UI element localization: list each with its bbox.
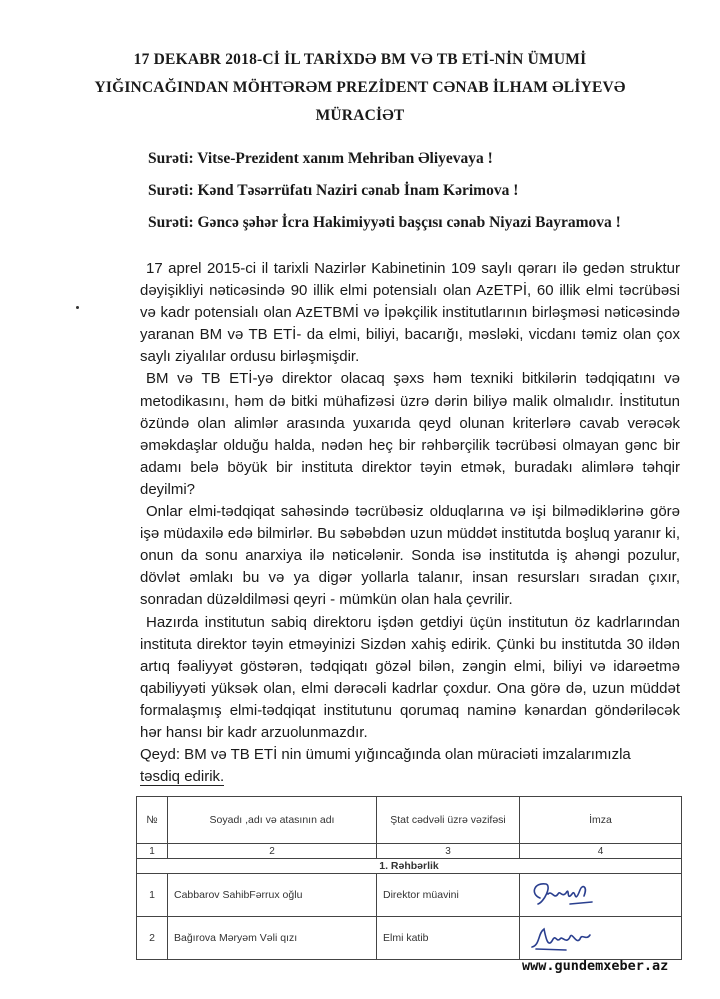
- signature-image: [520, 917, 682, 960]
- paragraph-3: Onlar elmi-tədqiqat sahəsində təcrübəsiz olduqlarına və işi bilmədiklərinə görə işə müdaxilə edə bilmirlər. Bu səbəbdən uzun müddət institutda boşluq yaranır ki, onun da sonu anarxiya ilə nəticələnir. Sonda isə institutda iş ahəngi pozulur, dövlət əmlakı bu və ya digər yollarla talanır, insan resursları sıradan çıxır, sonradan düzəldilməsi qeyri - mümkün olan hala çevrilir.: [140, 503, 680, 609]
- note: [140, 744, 680, 788]
- letter-body: [140, 258, 680, 744]
- header-no: №: [137, 797, 168, 844]
- signature-image: [520, 874, 682, 917]
- copy-recipient-1: Surəti: Vitse-Prezident xanım Mehriban Əliyevaya !: [148, 150, 493, 167]
- header-name: Soyadı ,adı və atasının adı: [168, 797, 377, 844]
- row-position: Direktor müavini: [377, 874, 520, 917]
- row-position: Elmi katib: [377, 917, 520, 960]
- signature-table: [136, 796, 682, 960]
- row-name: Bağırova Məryəm Vəli qızı: [168, 917, 377, 960]
- table-header-row: [137, 797, 682, 844]
- handwritten-signature-icon: [526, 919, 596, 955]
- column-number: 4: [520, 844, 682, 859]
- column-number: 1: [137, 844, 168, 859]
- title-line-3: MÜRACİƏT: [315, 107, 405, 124]
- copy-recipient-3: Surəti: Gəncə şəhər İcra Hakimiyyəti başçısı cənab Niyazi Bayramova !: [148, 214, 621, 231]
- section-row: [137, 859, 682, 874]
- row-no: 1: [137, 874, 168, 917]
- paragraph-2: BM və TB ETİ-yə direktor olacaq şəxs həm texniki bitkilərin tədqiqatını və metodikasını, həm də bitki mühafizəsi üzrə dərin biliyə malik olmalıdır. İnstitutun özündə olan alimlər arasında yuxarıda qeyd olunan kriterlərə cavab verəcək əməkdaşlar olduğu halda, nədən heç bir rəhbərçilik təcrübəsi olmayan gənc bir adamı belə böyük bir instituta direktor təyin etmək, buradakı alimlərə təhqir deyilmi?: [140, 370, 680, 498]
- paragraph-1: 17 aprel 2015-ci il tarixli Nazirlər Kabinetinin 109 saylı qərarı ilə gedən struktur dəyişikliyi nəticəsində 90 illik elmi potensialı olan AzETPİ, 60 illik elmi təcrübəsi və kadr potensialı olan AzETBMİ və İpəkçilik institutlarının birləşməsi nəticəsində yaranan BM və TB ETİ- da elmi, biliyi, bacarığı, məsləki, vicdanı təmiz olan çox saylı ziyalılar ordusu birləşmişdir.: [140, 260, 680, 366]
- title-line-2: YIĞINCAĞINDAN MÖHTƏRƏM PREZİDENT CƏNAB İLHAM ƏLİYEVƏ: [94, 79, 626, 96]
- table-row: [137, 917, 682, 960]
- header-position: Ştat cədvəli üzrə vəzifəsi: [377, 797, 520, 844]
- note-line-2: təsdiq edirik.: [140, 768, 225, 785]
- column-number: 2: [168, 844, 377, 859]
- title-line-1: 17 DEKABR 2018-Cİ İL TARİXDƏ BM VƏ TB ETİ-NİN ÜMUMİ: [133, 51, 587, 68]
- handwritten-signature-icon: [526, 876, 596, 912]
- header-signature: İmza: [520, 797, 682, 844]
- document-title: [40, 46, 680, 130]
- column-number-row: [137, 844, 682, 859]
- watermark-text: www.gundemxeber.az: [522, 958, 669, 974]
- row-no: 2: [137, 917, 168, 960]
- row-name: Cabbarov SahibFərrux oğlu: [168, 874, 377, 917]
- column-number: 3: [377, 844, 520, 859]
- copy-recipient-2: Surəti: Kənd Təsərrüfatı Naziri cənab İnam Kərimova !: [148, 182, 519, 199]
- paragraph-4: Hazırda institutun sabiq direktoru işdən getdiyi üçün institutun öz kadrlarından instituta direktor təyin etməyinizi Sizdən xahiş edirik. Çünki bu institutda 30 ildən artıq fəaliyyət göstərən, tədqiqatı gözəl bilən, zəngin elmi, biliyi və idarəetmə qabiliyyəti yüksək olan, elmi dərəcəli kadrlar çoxdur. Ona görə də, uzun müddət formalaşmış elmi-tədqiqat institutunu qorumaq naminə kənardan göndəriləcək hər hansı bir kadr arzuolunmazdır.: [140, 613, 680, 741]
- note-line-1: Qeyd: BM və TB ETİ nin ümumi yığıncağında olan müraciəti imzalarımızla: [140, 746, 631, 763]
- table-row: [137, 874, 682, 917]
- ink-dot: [76, 306, 79, 309]
- section-title: 1. Rəhbərlik: [137, 859, 682, 874]
